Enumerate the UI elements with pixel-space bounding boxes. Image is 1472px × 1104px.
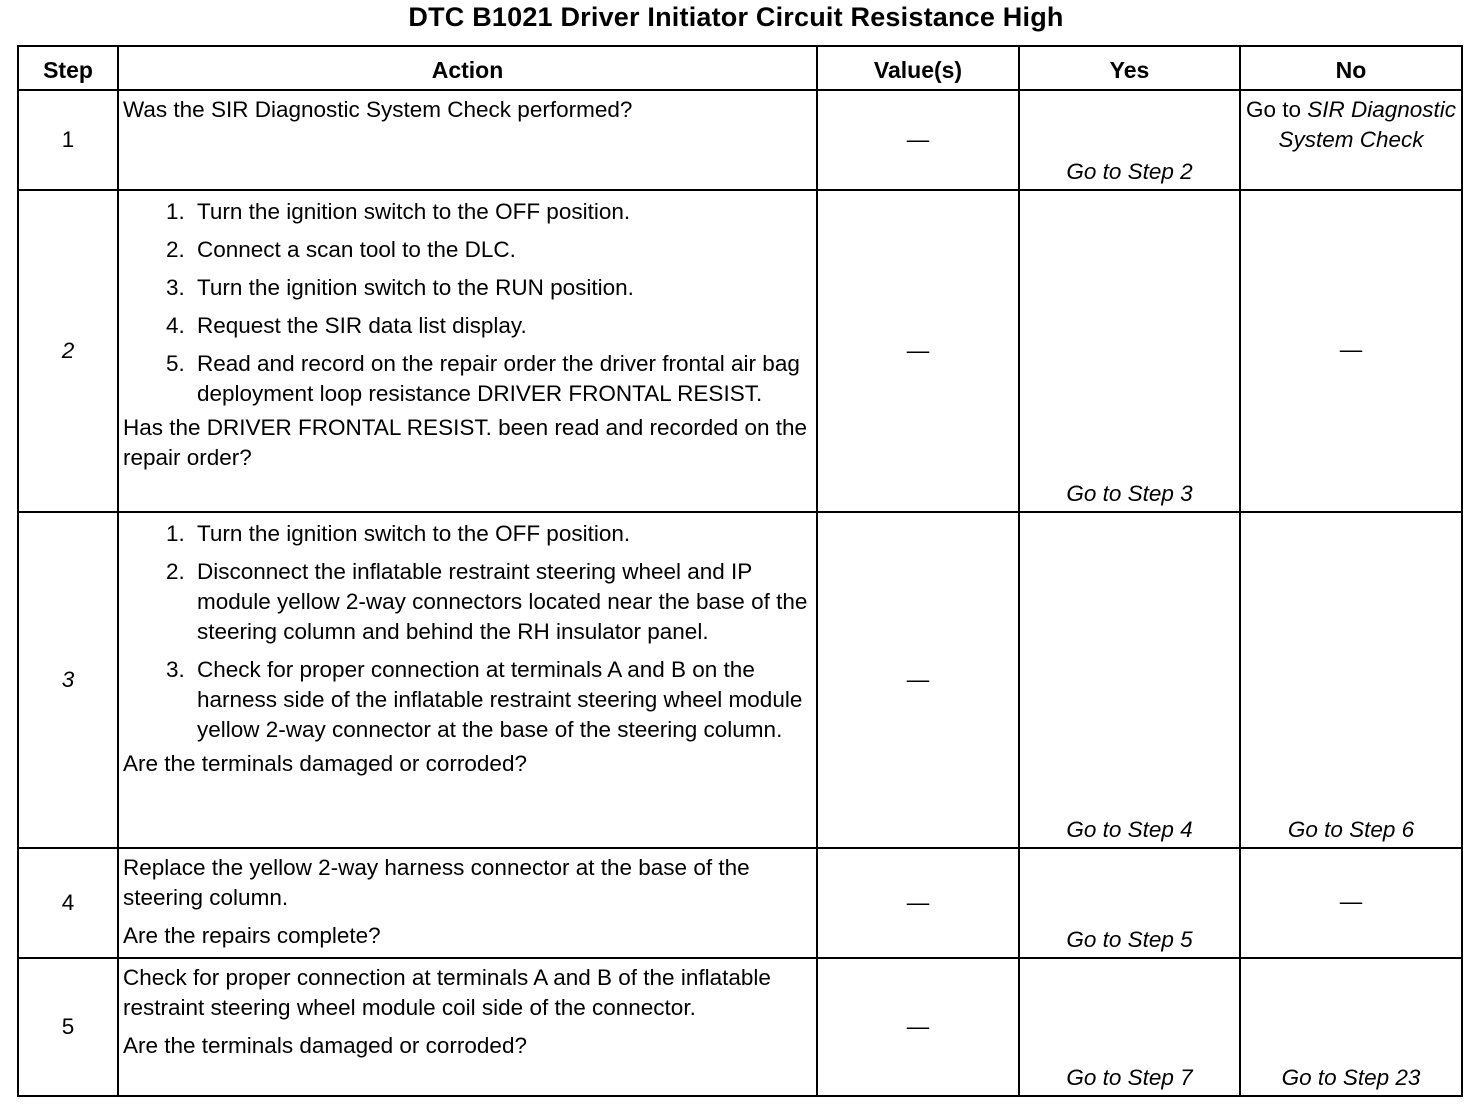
no-cell bbox=[1240, 90, 1462, 190]
value-cell: — bbox=[817, 512, 1019, 848]
value-cell: — bbox=[817, 90, 1019, 190]
header-step: Step bbox=[18, 46, 118, 90]
action-step: 5. Read and record on the repair order the driver frontal air bag deployment loop resistance DRIVER FRONTAL RESIST. bbox=[191, 349, 810, 409]
yes-cell: Go to Step 5 bbox=[1019, 848, 1240, 958]
header-values: Value(s) bbox=[817, 46, 1019, 90]
action-step: 3. Check for proper connection at terminals A and B on the harness side of the inflatable restraint steering wheel module yellow 2-way connector at the base of the steering column. bbox=[191, 655, 810, 745]
step-number: 3 bbox=[18, 512, 118, 848]
step-number: 1 bbox=[18, 90, 118, 190]
header-no: No bbox=[1240, 46, 1462, 90]
action-step: 3. Turn the ignition switch to the RUN position. bbox=[191, 273, 810, 303]
step-number: 4 bbox=[18, 848, 118, 958]
action-step: 1. Turn the ignition switch to the OFF position. bbox=[191, 197, 810, 227]
no-prefix: Go to bbox=[1245, 97, 1308, 122]
action-steps bbox=[123, 519, 810, 745]
action-question: Has the DRIVER FRONTAL RESIST. been read and recorded on the repair order? bbox=[123, 415, 808, 470]
action-step: 4. Request the SIR data list display. bbox=[191, 311, 810, 341]
value-cell: — bbox=[817, 190, 1019, 512]
action-cell bbox=[118, 90, 817, 190]
yes-cell: Go to Step 7 bbox=[1019, 958, 1240, 1096]
table-row bbox=[18, 958, 1462, 1096]
action-step: 1. Turn the ignition switch to the OFF position. bbox=[191, 519, 810, 549]
table-row bbox=[18, 190, 1462, 512]
no-cell: — bbox=[1240, 190, 1462, 512]
header-action: Action bbox=[118, 46, 817, 90]
page-title: DTC B1021 Driver Initiator Circuit Resistance High bbox=[408, 2, 1064, 32]
action-cell bbox=[118, 512, 817, 848]
yes-cell: Go to Step 4 bbox=[1019, 512, 1240, 848]
value-cell: — bbox=[817, 958, 1019, 1096]
action-cell bbox=[118, 190, 817, 512]
no-cell: Go to Step 6 bbox=[1240, 512, 1462, 848]
action-question: Are the terminals damaged or corroded? bbox=[123, 1033, 527, 1058]
table-row bbox=[18, 90, 1462, 190]
step-number: 2 bbox=[18, 190, 118, 512]
action-text: Replace the yellow 2-way harness connector at the base of the steering column. bbox=[123, 855, 750, 910]
header-yes: Yes bbox=[1019, 46, 1240, 90]
diagnostic-table bbox=[17, 45, 1463, 1097]
action-text: Check for proper connection at terminals A and B of the inflatable restraint steering wheel module coil side of the connector. bbox=[123, 965, 771, 1020]
no-cell: Go to Step 23 bbox=[1240, 958, 1462, 1096]
header-row bbox=[18, 46, 1462, 90]
action-step: 2. Connect a scan tool to the DLC. bbox=[191, 235, 810, 265]
action-cell bbox=[118, 848, 817, 958]
action-question: Was the SIR Diagnostic System Check performed? bbox=[123, 97, 633, 122]
yes-cell: Go to Step 3 bbox=[1019, 190, 1240, 512]
yes-cell: Go to Step 2 bbox=[1019, 90, 1240, 190]
no-cell: — bbox=[1240, 848, 1462, 958]
table-row bbox=[18, 848, 1462, 958]
action-question: Are the repairs complete? bbox=[123, 923, 381, 948]
action-question: Are the terminals damaged or corroded? bbox=[123, 751, 527, 776]
step-number: 5 bbox=[18, 958, 118, 1096]
action-step: 2. Disconnect the inflatable restraint steering wheel and IP module yellow 2-way connectors located near the base of the steering column and behind the RH insulator panel. bbox=[191, 557, 810, 647]
action-cell bbox=[118, 958, 817, 1096]
no-link-text: SIR Diagnostic System Check bbox=[1278, 97, 1457, 152]
action-steps bbox=[123, 197, 810, 409]
value-cell: — bbox=[817, 848, 1019, 958]
table-row bbox=[18, 512, 1462, 848]
